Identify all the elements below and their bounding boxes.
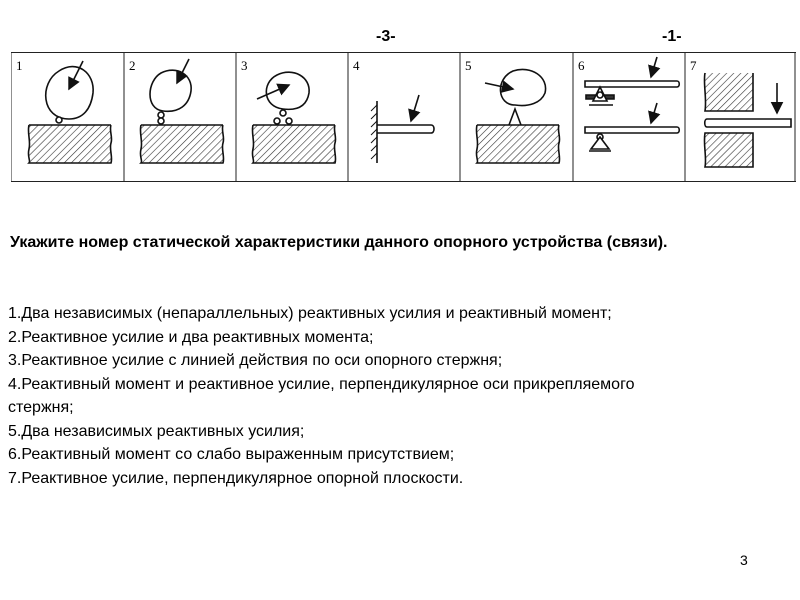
sliding-clamp-support-icon [704,73,791,167]
movable-hinge-support-icon [585,57,679,151]
page-number: 3 [740,552,748,568]
question-text: Укажите номер статической характеристики данного опорного устройства (связи). [10,234,668,251]
marker-left: -3- [376,28,396,45]
answer-option-2: 2.Реактивное усилие и два реактивных момента; [8,328,374,346]
panel-number-7: 7 [690,58,697,73]
panel-number-2: 2 [129,58,136,73]
answer-option-5: 5.Два независимых реактивных усилия; [8,422,305,440]
roller-support-icon [476,69,559,163]
panel-number-4: 4 [353,58,360,73]
panel-number-1: 1 [16,58,23,73]
answer-options-list [8,302,698,490]
answer-option-1: 1.Два независимых (непараллельных) реактивных усилия и реактивный момент; [8,305,612,322]
answer-option-6: 6.Реактивный момент со слабо выраженным присутствием; [8,446,455,463]
panel-number-5: 5 [465,58,472,73]
support-diagrams-strip [11,52,796,182]
panel-number-6: 6 [578,58,585,73]
hinged-support-icon [140,59,223,163]
hinged-fixed-support-icon [28,61,111,163]
fixed-clamp-support-icon [371,95,434,163]
panel-number-3: 3 [241,58,248,73]
answer-option-4: 4.Реактивный момент и реактивное усилие, перпендикулярное оси прикрепляемого стержня; [8,375,635,416]
double-hinge-support-icon [252,72,335,163]
answer-option-7: 7.Реактивное усилие, перпендикулярное опорной плоскости. [8,469,464,487]
answer-option-3: 3.Реактивное усилие с линией действия по оси опорного стержня; [8,352,503,369]
marker-right: -1- [662,28,682,45]
